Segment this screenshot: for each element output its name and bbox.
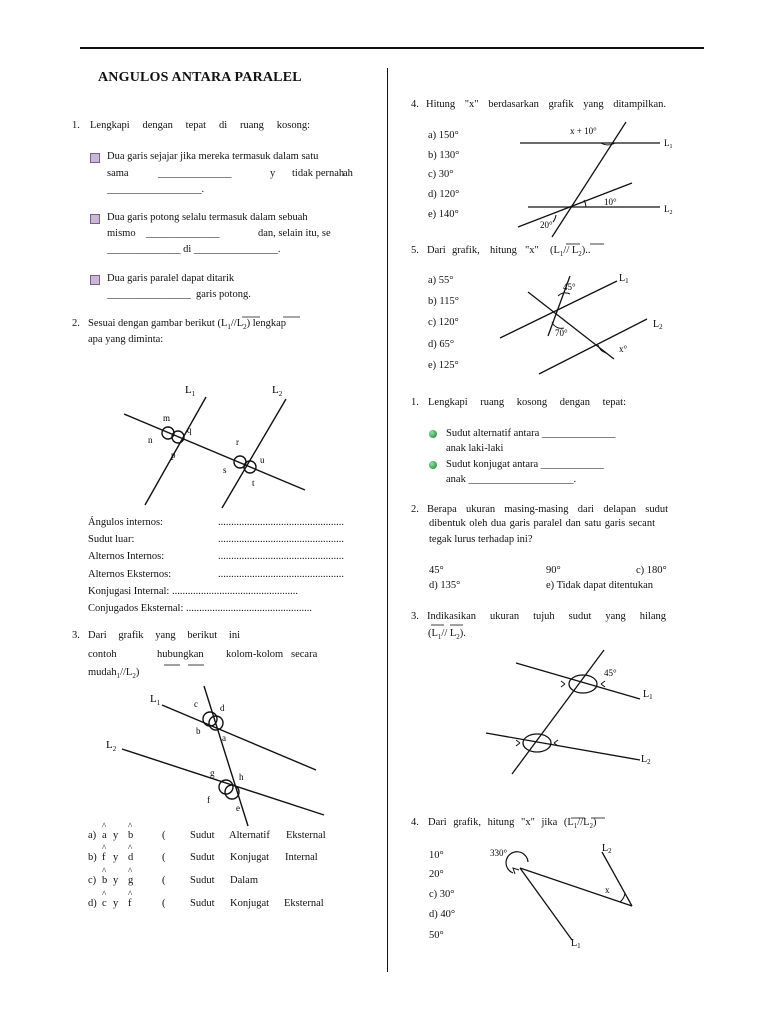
- svg-text:p: p: [171, 450, 176, 460]
- q4-number: 4.: [411, 99, 419, 110]
- q3-option-word: Alternatif: [229, 830, 270, 841]
- q3-option-word: Konjugat: [230, 852, 270, 863]
- svg-text:330°: 330°: [490, 848, 508, 858]
- q1-b3-line1: Dua garis paralel dapat ditarik: [107, 273, 235, 284]
- q2-item-dots: ................................................: [218, 551, 344, 562]
- q3-word4: secara: [291, 649, 318, 660]
- q3-option-angle: ^ g: [128, 875, 133, 886]
- q4-option: d) 120°: [428, 189, 460, 200]
- r1-number: 1.: [411, 397, 419, 408]
- q2-item-label: Alternos Eksternos:: [88, 569, 172, 580]
- svg-text:L2: $L_2$: [602, 843, 612, 855]
- svg-text:g: g: [210, 768, 215, 778]
- q1-b1-blank1: ______________: [158, 168, 232, 179]
- q3-option-angle: ^ f: [102, 852, 106, 863]
- q3-option-word: Eksternal: [284, 898, 324, 909]
- svg-text:x + 10°: x + 10°: [570, 126, 597, 136]
- r1-b2b: anak ____________________.: [446, 474, 577, 485]
- q4-option: e) 140°: [428, 209, 459, 220]
- r4-option: d) 40°: [429, 909, 456, 920]
- q3-word3: kolom-kolom: [226, 649, 284, 660]
- q3-option-word: Sudut: [190, 852, 215, 863]
- q4-option: c) 30°: [428, 169, 454, 180]
- q3-line3: $mudah_1//L_2$): [88, 667, 140, 681]
- svg-text:x: x: [605, 885, 610, 895]
- q1-b3-end: garis potong.: [196, 289, 251, 300]
- q2-item-dots: ................................................: [218, 517, 344, 528]
- svg-text:20°: 20°: [540, 220, 553, 230]
- q3-option-paren: (: [162, 875, 166, 886]
- r2-number: 2.: [411, 504, 419, 515]
- q3-option-word: Eksternal: [286, 830, 326, 841]
- svg-text:L2: $L_2$: [641, 754, 651, 766]
- svg-text:b: b: [196, 726, 201, 736]
- q3-option-word: Konjugat: [230, 898, 270, 909]
- q2-item-dots: ................................................: [218, 534, 344, 545]
- svg-text:L1: $L_1$: [664, 138, 673, 150]
- q2-item5: Konjugasi Internal: ................................................: [88, 586, 298, 597]
- svg-text:t: t: [252, 478, 255, 488]
- r2-option: c) 180°: [636, 565, 667, 576]
- svg-text:e: e: [236, 803, 240, 813]
- q3-option-angle: ^ b: [128, 830, 133, 841]
- svg-text:a: a: [222, 733, 226, 743]
- q1-b1-line1: Dua garis sejajar jika mereka termasuk dalam satu: [107, 151, 319, 162]
- q3-option-key: d): [88, 898, 97, 909]
- svg-text:L1: $L_1$: [185, 384, 196, 398]
- svg-text:n: n: [148, 435, 153, 445]
- q5-word: Dari: [427, 245, 446, 256]
- svg-text:f: f: [207, 795, 210, 805]
- q4-option: b) 130°: [428, 150, 460, 161]
- q5-condition: ($L_1//$ $L_2$)..: [550, 245, 591, 259]
- q1-b1-word-sama: sama: [107, 168, 129, 179]
- q2-item-label: Sudut luar:: [88, 534, 135, 545]
- svg-text:q: q: [187, 425, 192, 435]
- q3-option-word: Dalam: [230, 875, 258, 886]
- q3-option-angle: ^ d: [128, 852, 133, 863]
- q1-number: 1.: [72, 120, 80, 131]
- r1-b2a: Sudut konjugat antara ____________: [446, 459, 604, 470]
- q5-option: c) 120°: [428, 317, 459, 328]
- q5-option: a) 55°: [428, 275, 454, 286]
- svg-text:r: r: [236, 437, 239, 447]
- q2-item-label: Ángulos internos:: [88, 517, 163, 528]
- r4-option: c) 30°: [429, 889, 455, 900]
- r3-line2: ($L_1//$ $L_2$).: [428, 628, 466, 642]
- r1-b1a: Sudut alternatif antara ______________: [446, 428, 616, 439]
- svg-text:s: s: [223, 465, 227, 475]
- svg-text:L2: $L_2$: [664, 204, 673, 216]
- svg-text:L1: $L_1$: [643, 689, 653, 701]
- q3-option-word: Sudut: [190, 898, 215, 909]
- q3-option-word: Internal: [285, 852, 318, 863]
- q3-option-word: Sudut: [190, 875, 215, 886]
- svg-text:L2: $L_2$: [106, 739, 117, 753]
- svg-text:L2: $L_2$: [272, 384, 283, 398]
- r2-line3: tegak lurus terhadap ini?: [429, 534, 533, 545]
- q1-b1-word-tidak: tidak pernah: [292, 168, 345, 179]
- q3-option-paren: (: [162, 852, 166, 863]
- q3-option-angle: ^ c: [102, 898, 107, 909]
- page-title: ANGULOS ANTARA PARALEL: [98, 70, 302, 85]
- r2-line2: dibentuk oleh dua garis paralel dan satu garis secant: [429, 518, 655, 529]
- q3-option-word: Sudut: [190, 830, 215, 841]
- r3-number: 3.: [411, 611, 419, 622]
- q5-option: d) 65°: [428, 339, 455, 350]
- q1-b1-word-ah: ah: [343, 168, 353, 179]
- q5-word: grafik,: [452, 245, 480, 256]
- q3-option-paren: (: [162, 898, 166, 909]
- q3-option-y: y: [113, 852, 119, 863]
- r2-line1: Berapa ukuran masing-masing dari delapan sudut: [427, 504, 668, 515]
- svg-text:h: h: [239, 772, 244, 782]
- q3-option-angle: ^ a: [102, 830, 107, 841]
- q2-item-dots: ................................................: [218, 569, 344, 580]
- svg-text:m: m: [163, 413, 171, 423]
- q4-text: Hitung "x" berdasarkan grafik yang ditampilkan.: [426, 99, 666, 110]
- r4-option: 50°: [429, 930, 444, 941]
- r4-line1: Dari grafik, hitung "x" jika $(L_1//L_2)$: [428, 817, 597, 831]
- q5-option: b) 115°: [428, 296, 459, 307]
- r3-line1: Indikasikan ukuran tujuh sudut yang hilang: [427, 611, 666, 622]
- q2-item6: Conjugados Eksternal: ................................................: [88, 603, 312, 614]
- q1-b2-line2-end: dan, selain itu, se: [258, 228, 331, 239]
- svg-text:70°: 70°: [555, 328, 568, 338]
- r2-option: e) Tidak dapat ditentukan: [546, 580, 654, 591]
- svg-text:10°: 10°: [604, 197, 617, 207]
- r4-number: 4.: [411, 817, 419, 828]
- q3-option-angle: ^ b: [102, 875, 107, 886]
- q5-option: e) 125°: [428, 360, 459, 371]
- q5-word: "x": [525, 245, 539, 256]
- r2-option: 90°: [546, 565, 561, 576]
- svg-text:c: c: [194, 699, 198, 709]
- q3-word1: contoh: [88, 649, 117, 660]
- q3-option-key: a): [88, 830, 97, 841]
- q1-text: Lengkapi dengan tepat di ruang kosong:: [90, 120, 310, 131]
- q2-number: 2.: [72, 318, 80, 329]
- r1-text: Lengkapi ruang kosong dengan tepat:: [428, 397, 626, 408]
- q5-number: 5.: [411, 245, 419, 256]
- q3-option-y: y: [113, 898, 119, 909]
- r4-option: 10°: [429, 850, 444, 861]
- r1-b1b: anak laki-laki: [446, 443, 504, 454]
- q3-number: 3.: [72, 630, 80, 641]
- q3-line1: Dari grafik yang berikut ini: [88, 630, 240, 641]
- q1-b3-blank: ________________: [107, 289, 191, 300]
- svg-text:L1: $L_1$: [571, 938, 581, 950]
- svg-text:45°: 45°: [563, 282, 576, 292]
- q3-option-key: b): [88, 852, 97, 863]
- q3-word2: hubungkan: [157, 649, 204, 660]
- svg-text:L1: $L_1$: [150, 693, 161, 707]
- svg-text:L2: $L_2$: [653, 319, 663, 331]
- q3-option-angle: ^ f: [128, 898, 132, 909]
- q5-word: hitung: [490, 245, 517, 256]
- q1-b2-word-mismo: mismo: [107, 228, 136, 239]
- q4-option: a) 150°: [428, 130, 459, 141]
- q3-option-paren: (: [162, 830, 166, 841]
- r2-option: 45°: [429, 565, 444, 576]
- q2-item-label: Alternos Internos:: [88, 551, 165, 562]
- svg-text:x°: x°: [619, 344, 628, 354]
- q1-b2-blank1: ______________: [146, 228, 220, 239]
- r4-option: 20°: [429, 869, 444, 880]
- q2-line2: apa yang diminta:: [88, 334, 164, 345]
- q3-option-y: y: [113, 830, 119, 841]
- svg-text:u: u: [260, 455, 265, 465]
- svg-text:L1: $L_1$: [619, 273, 629, 285]
- q1-b1-blank2: __________________.: [107, 184, 205, 195]
- q1-b2-blank2: ______________ di ________________.: [107, 244, 281, 255]
- q2-line1: Sesuai dengan gambar berikut $(L_1//L_2)$ lengkap: [88, 318, 286, 332]
- q1-b1-word-y: y: [270, 168, 276, 179]
- q3-option-y: y: [113, 875, 119, 886]
- svg-text:45°: 45°: [604, 668, 617, 678]
- svg-text:d: d: [220, 703, 225, 713]
- q1-b2-line1: Dua garis potong selalu termasuk dalam sebuah: [107, 212, 308, 223]
- q3-option-key: c): [88, 875, 97, 886]
- r2-option: d) 135°: [429, 580, 461, 591]
